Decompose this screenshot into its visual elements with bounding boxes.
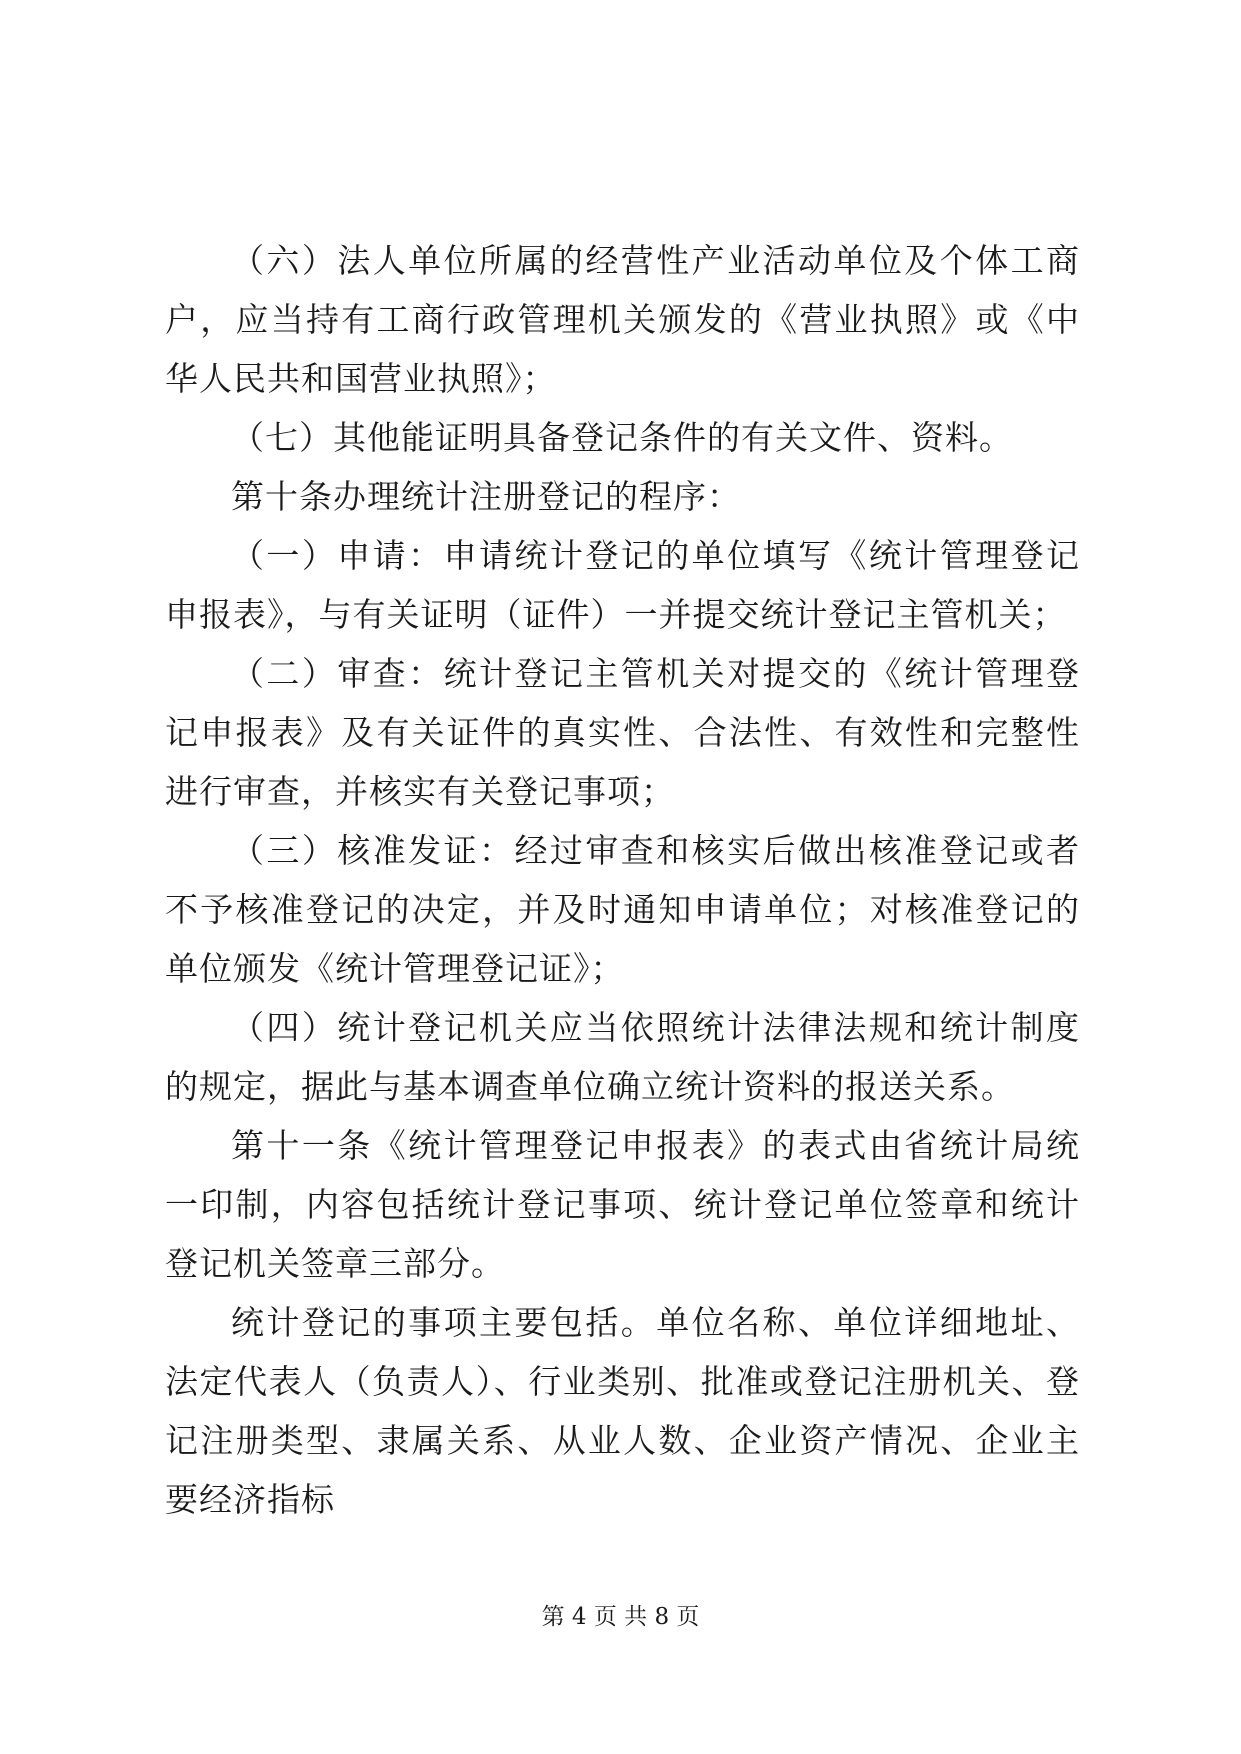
document-body (165, 231, 1080, 1529)
paragraph-step-1: （一）申请：申请统计登记的单位填写《统计管理登记申报表》，与有关证明（证件）一并提交统计登记主管机关； (165, 536, 1080, 634)
paragraph-item-6: （六）法人单位所属的经营性产业活动单位及个体工商户，应当持有工商行政管理机关颁发的《营业执照》或《中华人民共和国营业执照》； (165, 241, 1080, 398)
paragraph-article-10: 第十条办理统计注册登记的程序： (231, 477, 741, 516)
paragraph-step-3: （三）核准发证：经过审查和核实后做出核准登记或者不予核准登记的决定，并及时通知申请单位；对核准登记的单位颁发《统计管理登记证》； (165, 831, 1080, 988)
paragraph-article-11: 第十一条《统计管理登记申报表》的表式由省统计局统一印制，内容包括统计登记事项、统计登记单位签章和统计登记机关签章三部分。 (165, 1126, 1080, 1283)
paragraph-step-4: （四）统计登记机关应当依照统计法律法规和统计制度的规定，据此与基本调查单位确立统计资料的报送关系。 (165, 1008, 1080, 1106)
paragraph-registration-items: 统计登记的事项主要包括。单位名称、单位详细地址、法定代表人（负责人）、行业类别、批准或登记注册机关、登记注册类型、隶属关系、从业人数、企业资产情况、企业主要经济指标 (165, 1303, 1080, 1519)
paragraph-item-7: （七）其他能证明具备登记条件的有关文件、资料。 (231, 418, 1013, 457)
paragraph-step-2: （二）审查：统计登记主管机关对提交的《统计管理登记申报表》及有关证件的真实性、合法性、有效性和完整性进行审查，并核实有关登记事项； (165, 654, 1080, 811)
page-number-footer: 第 4 页 共 8 页 (541, 1604, 700, 1630)
